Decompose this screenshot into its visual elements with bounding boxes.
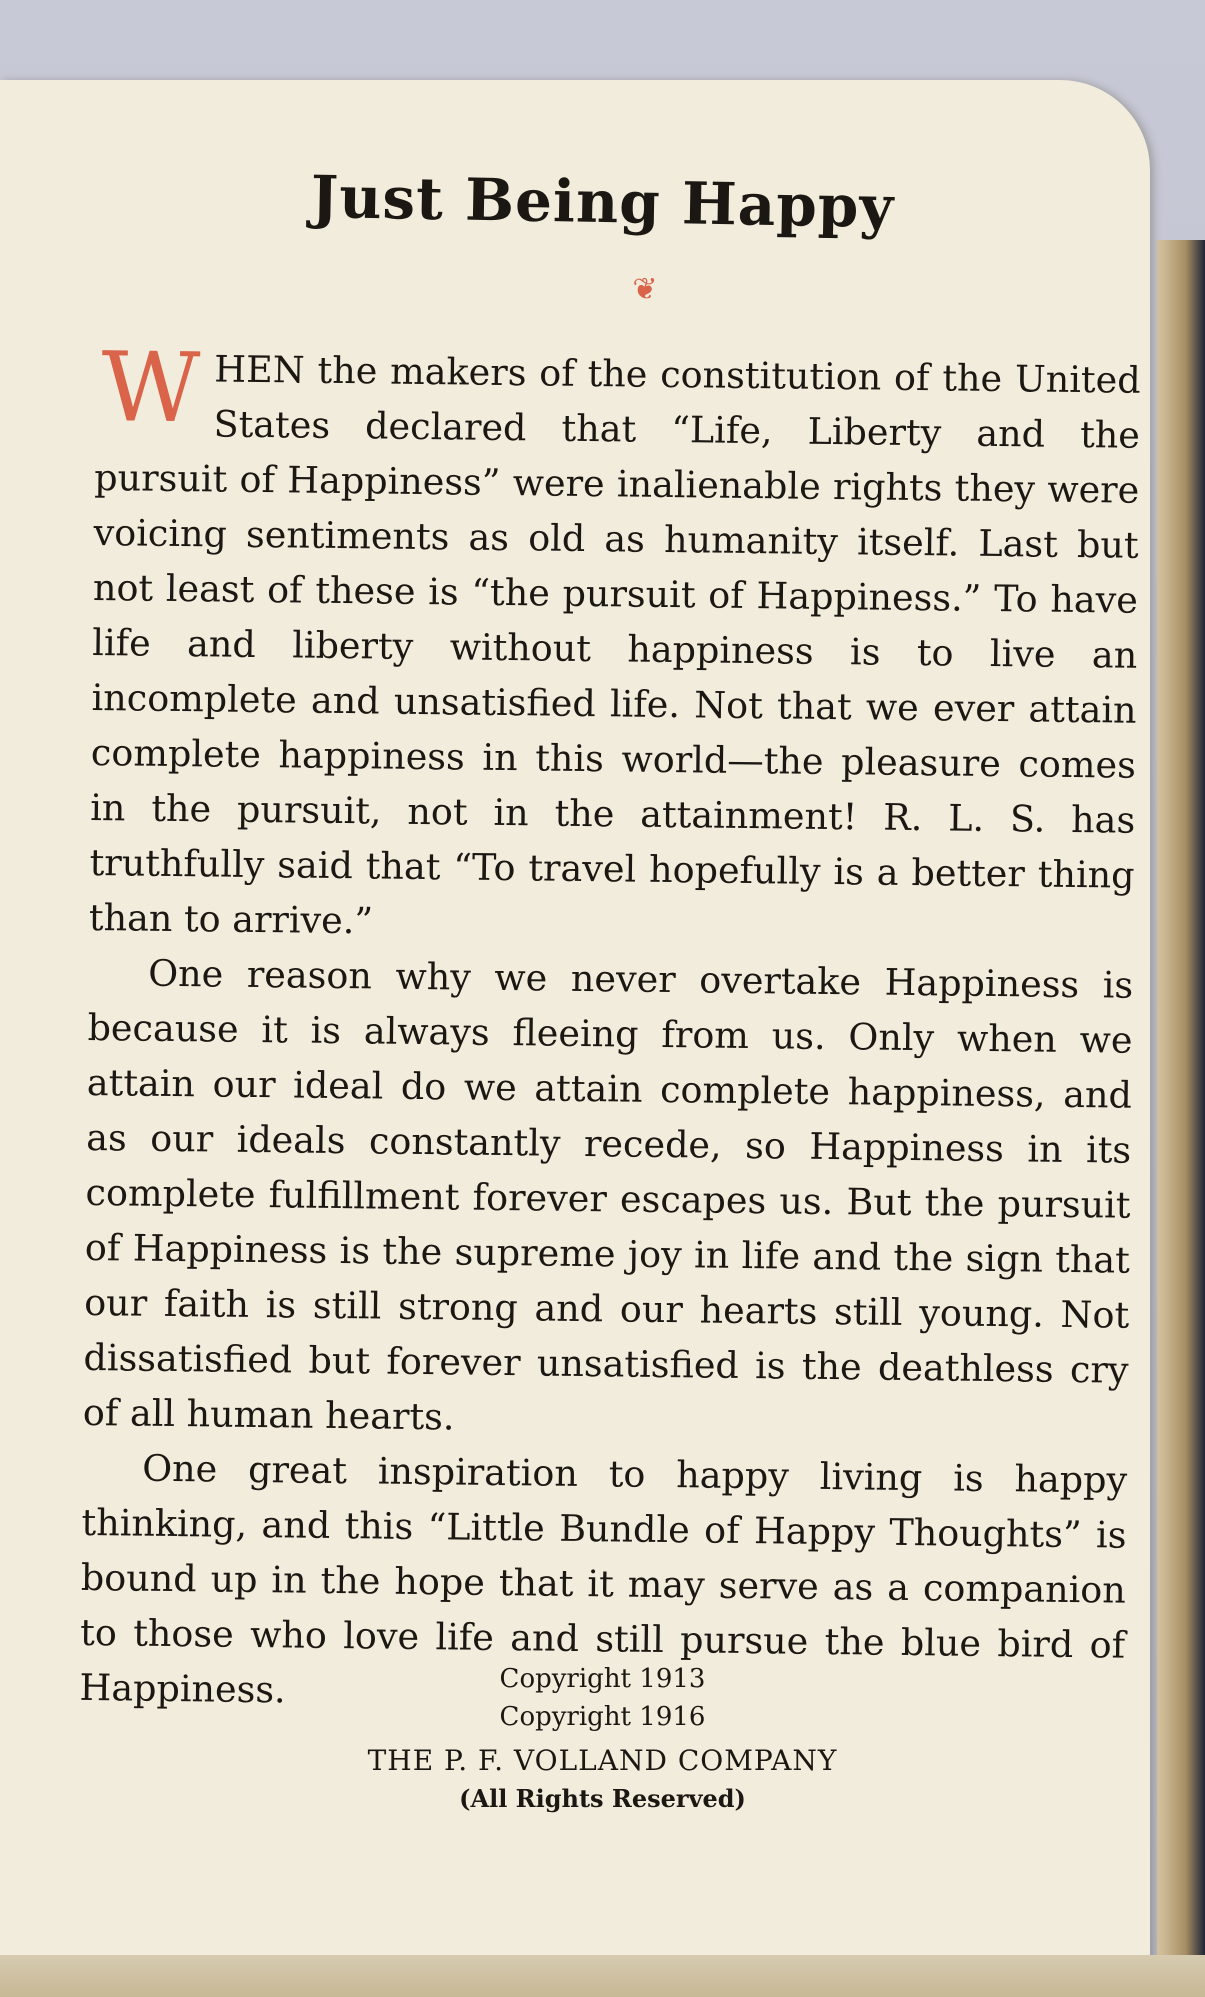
rights-reserved: (All Rights Reserved) — [459, 1784, 746, 1813]
copyright-block — [0, 1660, 1150, 1818]
page-edges — [0, 1955, 1205, 1997]
flower-ornament-icon: ❦ — [632, 272, 658, 307]
drop-cap: W — [100, 331, 201, 445]
publisher-name: THE P. F. VOLLAND COMPANY — [367, 1744, 838, 1777]
book-spine — [1157, 240, 1205, 1997]
paragraph-1-text: HEN the makers of the constitution of the United States declared that “Life, Liberty and the pursuit of Happiness” were inalienable rights they were voicing sentiments as old as humanity itself. Last but not least of these is “the pursuit of Happiness.” To have life and liberty without happiness is to live an incomplete and unsatisfied life. Not that we ever attain complete happiness in this world—the pleasure comes in the pursuit, not in the attainment! R. L. S. has truthfully said that “To travel hopefully is a better thing than to arrive.” — [88, 347, 1141, 943]
paragraph-3: One great inspiration to happy living is happy thinking, and this “Little Bundle of Happy Thoughts” is bound up in the hope that it may serve as a companion to those who love life and still pursue the blue bird of Happiness. — [79, 1446, 1128, 1712]
book-page — [0, 80, 1150, 1960]
paragraph-1 — [88, 331, 1141, 958]
copyright-1913: Copyright 1913 — [499, 1664, 706, 1694]
copyright-1916: Copyright 1916 — [499, 1702, 706, 1732]
body-text — [79, 331, 1141, 1728]
paragraph-2: One reason why we never overtake Happiness is because it is always fleeing from us. Only when we attain our ideal do we attain complete happiness, and as our ideals constantly recede, so Happiness in its complete fulfillment forever escapes us. But the pursuit of Happiness is the supreme joy in life and the sign that our faith is still strong and our hearts still young. Not dissatisfied but forever unsatisfied is the deathless cry of all human hearts. — [82, 951, 1134, 1439]
page-title: Just Being Happy — [310, 162, 895, 242]
